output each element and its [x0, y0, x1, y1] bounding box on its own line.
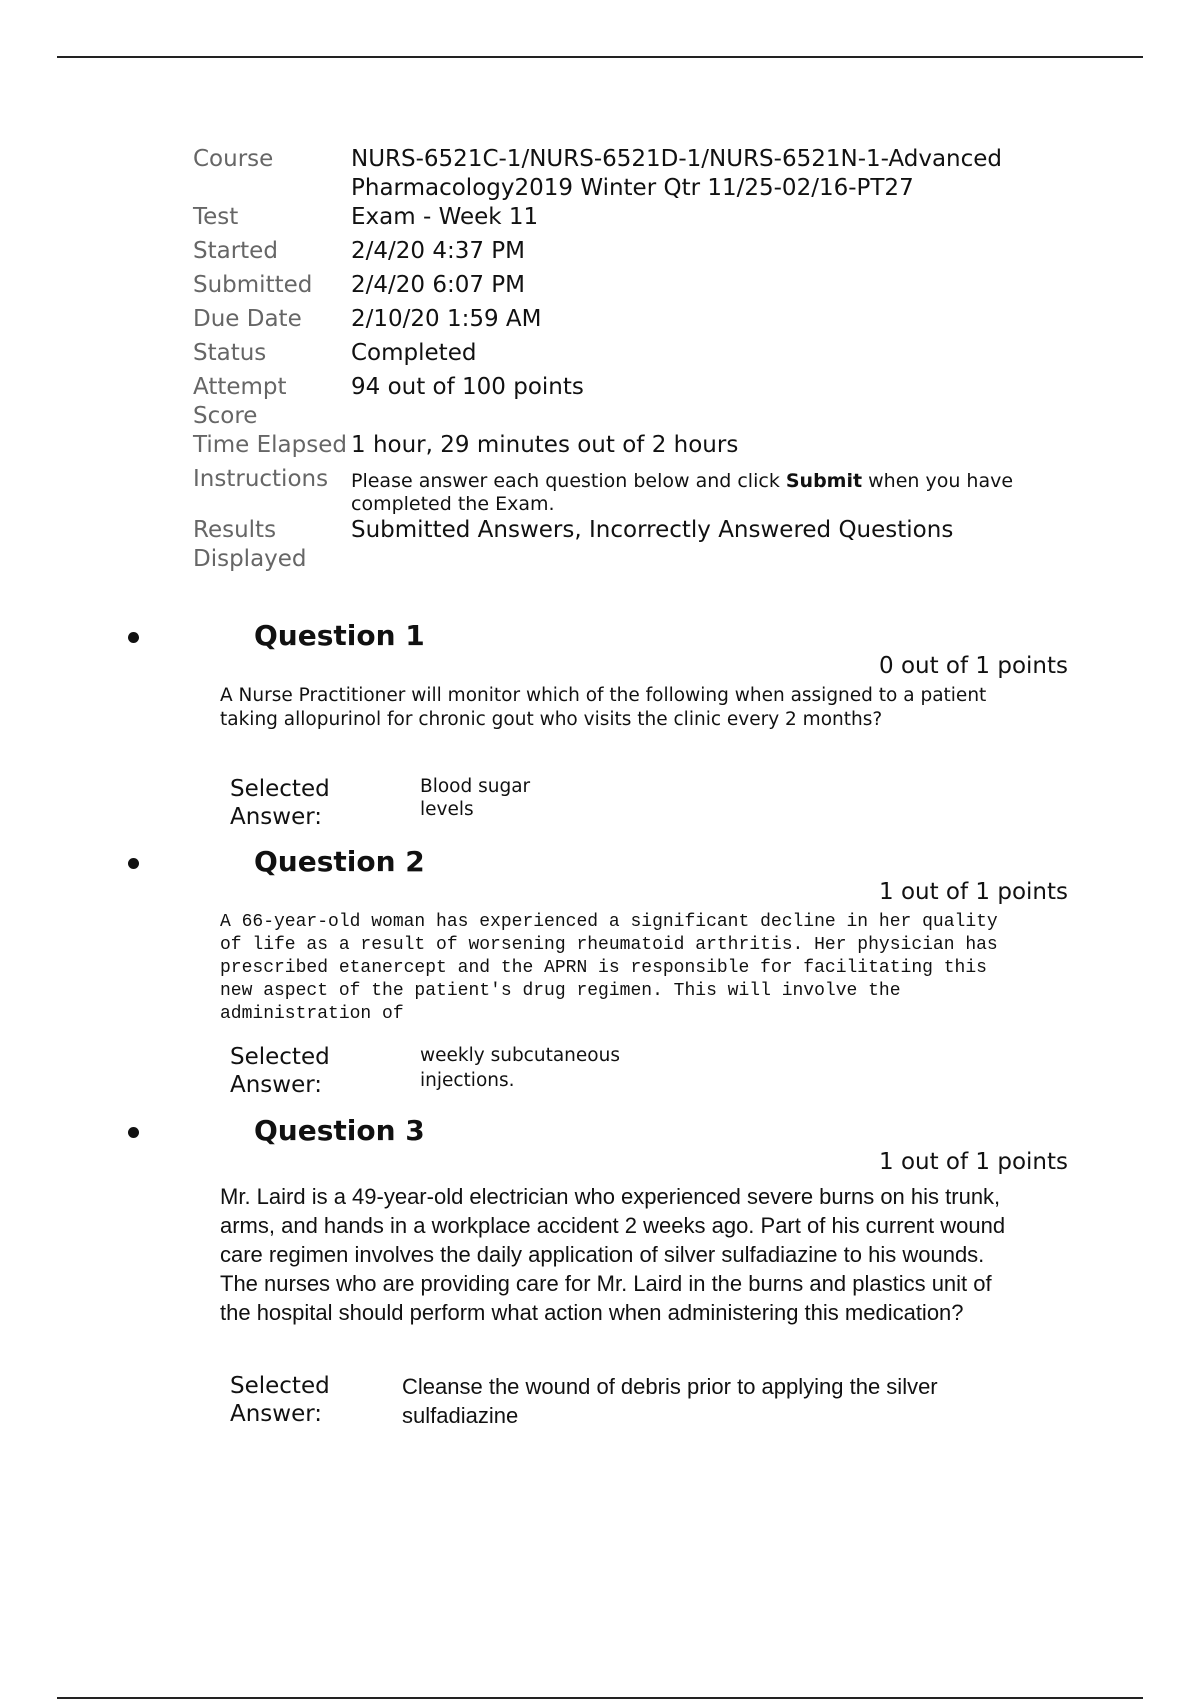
status-label: Status [193, 340, 267, 366]
row-started [193, 237, 1073, 271]
results-displayed-label: Results Displayed [193, 517, 307, 572]
time-elapsed-label: Time Elapsed [193, 432, 347, 458]
bullet-icon [128, 858, 139, 869]
selected-answer-value: Cleanse the wound of debris prior to applying the silver sulfadiazine [402, 1374, 938, 1428]
top-rule [57, 56, 1143, 58]
row-instructions [193, 465, 1073, 516]
attempt-score-label: Attempt Score [193, 374, 287, 429]
time-elapsed-value: 1 hour, 29 minutes out of 2 hours [351, 432, 739, 458]
row-course [193, 145, 1073, 203]
instructions-text-after: when you have completed the Exam. [351, 470, 1014, 515]
due-date-value: 2/10/20 1:59 AM [351, 306, 542, 332]
question-title: Question 1 [254, 619, 425, 652]
question-points: 0 out of 1 points [879, 653, 1068, 679]
instructions-label: Instructions [193, 466, 329, 492]
instructions-submit-word: Submit [785, 470, 863, 492]
started-value: 2/4/20 4:37 PM [351, 238, 526, 264]
status-value: Completed [351, 340, 477, 366]
instructions-text-before: Please answer each question below and click [351, 470, 786, 492]
instructions-value [351, 465, 1073, 516]
row-time-elapsed [193, 431, 1073, 465]
selected-answer-value: Blood sugar levels [420, 776, 531, 820]
question-points: 1 out of 1 points [879, 879, 1068, 905]
test-value: Exam - Week 11 [351, 204, 539, 230]
question-text: Mr. Laird is a 49-year-old electrician who experienced severe burns on his trunk, arms, and hands in a workplace accident 2 weeks ago. Part of his current wound care regimen involves the daily application of silver sulfadiazine to his wounds. The nurses who are providing care for Mr. Laird in the burns and plastics unit of the hospital should perform what action when administering this medication? [220, 1184, 1006, 1325]
bullet-icon [128, 632, 139, 643]
selected-answer-label: Selected Answer: [230, 1373, 330, 1427]
started-label: Started [193, 238, 278, 264]
results-displayed-value: Submitted Answers, Incorrectly Answered Questions [351, 517, 954, 543]
question-points: 1 out of 1 points [879, 1149, 1068, 1175]
bullet-icon [128, 1127, 139, 1138]
submitted-value: 2/4/20 6:07 PM [351, 272, 526, 298]
row-due-date [193, 305, 1073, 339]
attempt-score-value: 94 out of 100 points [351, 374, 584, 400]
row-results-displayed [193, 516, 1073, 574]
row-status [193, 339, 1073, 373]
question-text: A 66-year-old woman has experienced a significant decline in her quality of life as a result of worsening rheumatoid arthritis. Her physician has prescribed etanercept and the APRN is responsible for facilitating this new aspect of the patient's drug regimen. This will involve the administration of [220, 912, 998, 1024]
selected-answer-value: weekly subcutaneous injections. [420, 1045, 620, 1091]
question-text: A Nurse Practitioner will monitor which of the following when assigned to a patient taking allopurinol for chronic gout who visits the clinic every 2 months? [220, 685, 987, 730]
row-attempt-score [193, 373, 1073, 431]
selected-answer-label: Selected Answer: [230, 1044, 330, 1098]
course-value: NURS-6521C-1/NURS-6521D-1/NURS-6521N-1-Advanced Pharmacology2019 Winter Qtr 11/25-02/16-PT27 [351, 146, 1003, 201]
question-title: Question 3 [254, 1114, 425, 1147]
attempt-details-table [193, 145, 1073, 574]
question-title: Question 2 [254, 845, 425, 878]
course-label: Course [193, 146, 274, 172]
due-date-label: Due Date [193, 306, 302, 332]
test-label: Test [193, 204, 239, 230]
row-submitted [193, 271, 1073, 305]
submitted-label: Submitted [193, 272, 313, 298]
bottom-rule [57, 1697, 1143, 1699]
row-test [193, 203, 1073, 237]
selected-answer-label: Selected Answer: [230, 776, 330, 830]
